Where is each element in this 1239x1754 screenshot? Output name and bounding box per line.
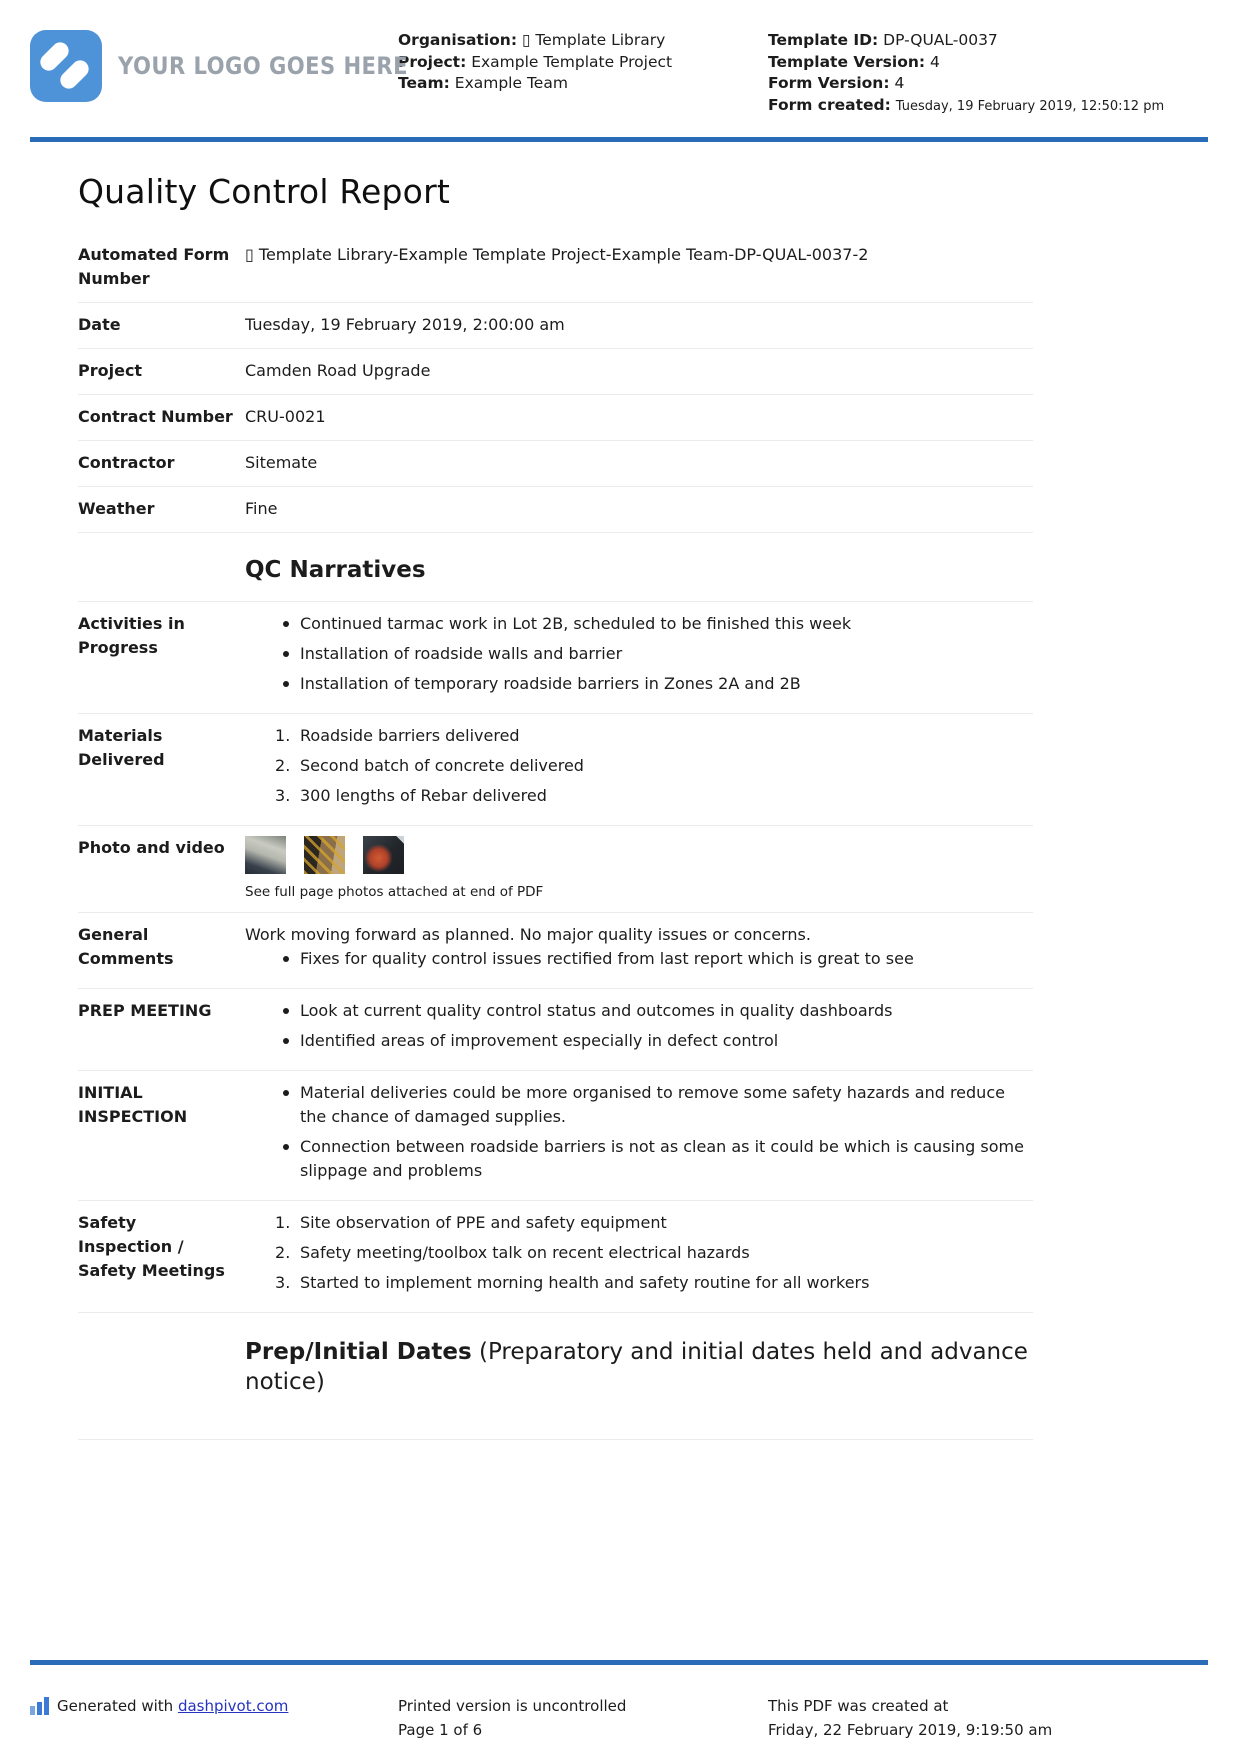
safety-numbered-list bbox=[245, 1211, 1033, 1295]
row-initial-inspection bbox=[78, 1071, 1033, 1201]
field-row-contractor bbox=[78, 441, 1033, 487]
bullet-item: Look at current quality control status and outcomes in quality dashboards bbox=[300, 999, 1033, 1023]
numbered-item: Site observation of PPE and safety equipment bbox=[300, 1213, 667, 1232]
bullet-item: Connection between roadside barriers is not as clean as it could be which is causing some slippage and problems bbox=[300, 1135, 1033, 1183]
logo-pill-shape bbox=[57, 57, 92, 92]
numbered-item: Safety meeting/toolbox talk on recent electrical hazards bbox=[300, 1243, 750, 1262]
project-value: Example Template Project bbox=[471, 52, 673, 71]
footer-right bbox=[768, 1694, 1209, 1742]
field-label: Contract Number bbox=[78, 407, 233, 426]
road-surface-photo bbox=[245, 836, 286, 874]
team-value: Example Team bbox=[454, 74, 568, 92]
dashpivot-link[interactable]: dashpivot.com bbox=[177, 1697, 289, 1715]
field-value: Fine bbox=[245, 499, 278, 518]
field-label: Materials Delivered bbox=[78, 726, 165, 769]
field-value: Tuesday, 19 February 2019, 2:00:00 am bbox=[245, 315, 565, 334]
field-label: Automated Form Number bbox=[78, 245, 230, 288]
prep-dates-title-bold: Prep/Initial Dates bbox=[245, 1339, 472, 1365]
safety-buoy-photo bbox=[363, 836, 404, 874]
prep-meeting-bullet-list bbox=[245, 999, 1033, 1053]
field-label: Weather bbox=[78, 499, 155, 518]
field-label: PREP MEETING bbox=[78, 1001, 212, 1020]
bullet-item: Identified areas of improvement especially in defect control bbox=[300, 1029, 1033, 1053]
bullet-item: Installation of temporary roadside barriers in Zones 2A and 2B bbox=[300, 672, 1033, 696]
field-value: Sitemate bbox=[245, 453, 318, 472]
field-row-project bbox=[78, 349, 1033, 395]
materials-numbered-list bbox=[245, 724, 1033, 808]
numbered-item: 300 lengths of Rebar delivered bbox=[300, 786, 547, 805]
pdf-created-timestamp: Friday, 22 February 2019, 9:19:50 am bbox=[768, 1721, 1053, 1739]
printed-version-text: Printed version is uncontrolled bbox=[398, 1697, 627, 1715]
page-title: Quality Control Report bbox=[78, 172, 450, 211]
initial-inspection-bullet-list bbox=[245, 1081, 1033, 1183]
header-divider-rule bbox=[30, 137, 1208, 142]
pdf-created-label: This PDF was created at bbox=[768, 1697, 949, 1715]
organisation-value: ▯ Template Library bbox=[521, 31, 666, 49]
field-row-automated-form-number bbox=[78, 233, 1033, 303]
field-row-contract-number bbox=[78, 395, 1033, 441]
template-version-label: Template Version: bbox=[768, 52, 926, 71]
template-version-value: 4 bbox=[930, 52, 940, 71]
bullet-item: Fixes for quality control issues rectified from last report which is great to see bbox=[300, 947, 1033, 971]
row-general-comments bbox=[78, 913, 1033, 989]
field-label: Project bbox=[78, 361, 143, 380]
section-title: QC Narratives bbox=[245, 557, 426, 583]
field-label: Safety Inspection / Safety Meetings bbox=[78, 1213, 225, 1280]
template-id-label: Template ID: bbox=[768, 31, 879, 49]
numbered-item: Roadside barriers delivered bbox=[300, 726, 520, 745]
logo-icon bbox=[30, 30, 102, 102]
field-label: Photo and video bbox=[78, 838, 225, 857]
header-meta-left bbox=[398, 30, 768, 95]
page-number-text: Page 1 of 6 bbox=[398, 1721, 483, 1739]
prep-dates-title-rest: (Preparatory and initial dates held and advance notice) bbox=[245, 1339, 1028, 1395]
row-safety-inspection bbox=[78, 1201, 1033, 1313]
footer-divider-rule bbox=[30, 1660, 1208, 1665]
team-label: Team: bbox=[398, 74, 450, 92]
field-value: ▯ Template Library-Example Template Project-Example Team-DP-QUAL-0037-2 bbox=[245, 245, 869, 264]
footer-center bbox=[398, 1694, 768, 1742]
field-row-weather bbox=[78, 487, 1033, 533]
prep-initial-dates-section-header bbox=[78, 1313, 1033, 1440]
field-label: General Comments bbox=[78, 925, 174, 968]
photo-thumbnails bbox=[245, 836, 1033, 874]
header-meta-right bbox=[768, 30, 1209, 117]
barrier-structure-photo bbox=[304, 836, 345, 874]
form-created-value: Tuesday, 19 February 2019, 12:50:12 pm bbox=[895, 98, 1165, 114]
bullet-item: Continued tarmac work in Lot 2B, scheduled to be finished this week bbox=[300, 612, 1033, 636]
organisation-label: Organisation: bbox=[398, 31, 518, 49]
field-label: Date bbox=[78, 315, 121, 334]
template-id-value: DP-QUAL-0037 bbox=[883, 31, 998, 49]
section-title bbox=[245, 1337, 1033, 1397]
form-version-label: Form Version: bbox=[768, 74, 890, 92]
row-photo-and-video bbox=[78, 826, 1033, 913]
page-footer bbox=[30, 1694, 1209, 1742]
general-comments-text: Work moving forward as planned. No major quality issues or concerns. bbox=[245, 925, 811, 944]
form-version-value: 4 bbox=[894, 74, 905, 92]
row-materials-delivered bbox=[78, 714, 1033, 826]
generated-with-text: Generated with bbox=[57, 1697, 178, 1715]
field-label: Contractor bbox=[78, 453, 175, 472]
bar-chart-icon bbox=[30, 1697, 49, 1715]
activities-bullet-list bbox=[245, 612, 1033, 696]
numbered-item: Started to implement morning health and safety routine for all workers bbox=[300, 1273, 870, 1292]
general-comments-bullet-list bbox=[245, 947, 1033, 971]
page-header bbox=[0, 0, 1239, 117]
report-body bbox=[78, 172, 1033, 1440]
field-value: Camden Road Upgrade bbox=[245, 361, 431, 380]
footer-generated bbox=[30, 1694, 398, 1742]
row-activities-in-progress bbox=[78, 602, 1033, 714]
field-row-date bbox=[78, 303, 1033, 349]
qc-narratives-section-header bbox=[78, 533, 1033, 602]
photo-caption: See full page photos attached at end of PDF bbox=[245, 884, 544, 900]
bullet-item: Material deliveries could be more organised to remove some safety hazards and reduce the chance of damaged supplies. bbox=[300, 1081, 1033, 1129]
bullet-item: Installation of roadside walls and barrier bbox=[300, 642, 1033, 666]
row-prep-meeting bbox=[78, 989, 1033, 1071]
field-value: CRU-0021 bbox=[245, 407, 326, 426]
field-label: INITIAL INSPECTION bbox=[78, 1083, 188, 1126]
project-label: Project: bbox=[398, 52, 467, 71]
field-label: Activities in Progress bbox=[78, 614, 185, 657]
numbered-item: Second batch of concrete delivered bbox=[300, 756, 584, 775]
company-logo bbox=[30, 30, 409, 102]
form-created-label: Form created: bbox=[768, 95, 891, 114]
logo-placeholder-text: YOUR LOGO GOES HERE bbox=[118, 52, 409, 80]
